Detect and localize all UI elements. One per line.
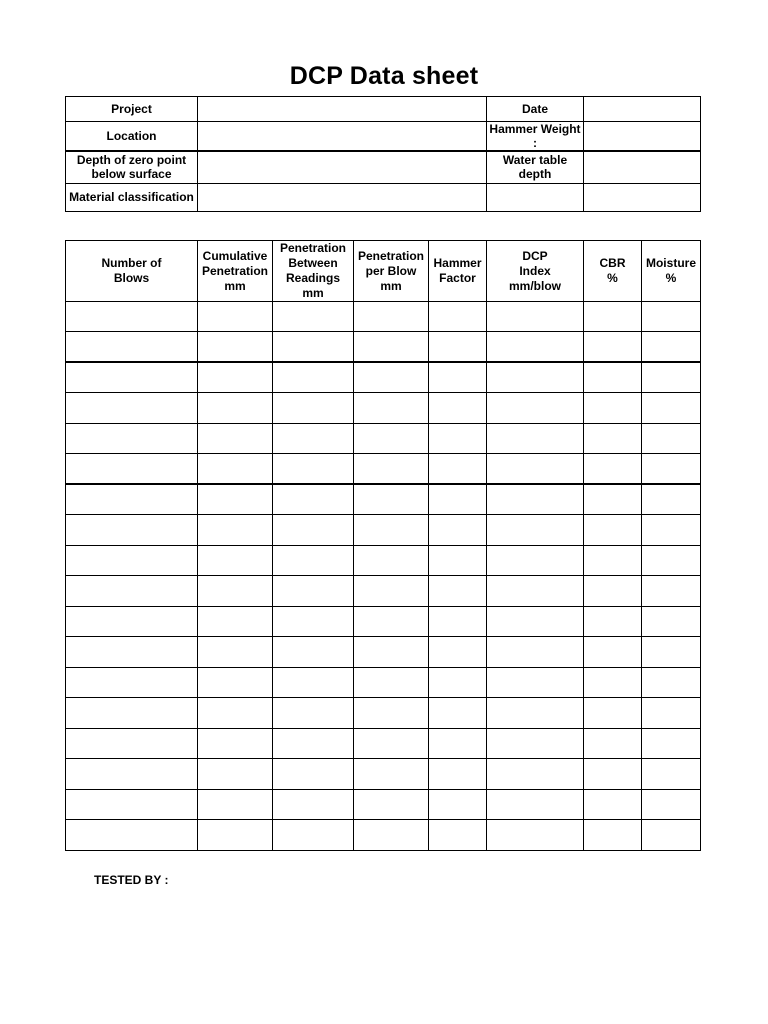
penetration-per-blow-cell[interactable] xyxy=(354,606,429,637)
penetration-between-cell[interactable] xyxy=(273,637,354,668)
tested-by-label: TESTED BY : xyxy=(94,873,169,887)
dcp-index-cell[interactable] xyxy=(487,728,584,759)
info-row-depth xyxy=(66,151,701,183)
penetration-per-blow-cell[interactable] xyxy=(354,728,429,759)
blows-cell[interactable] xyxy=(66,362,198,393)
moisture-cell[interactable] xyxy=(642,454,701,485)
blows-cell[interactable] xyxy=(66,454,198,485)
dcp-index-cell[interactable] xyxy=(487,820,584,851)
info-row-project xyxy=(66,97,701,122)
moisture-cell[interactable] xyxy=(642,545,701,576)
penetration-per-blow-cell[interactable] xyxy=(354,667,429,698)
date-field[interactable] xyxy=(584,97,701,122)
info-row-material xyxy=(66,183,701,211)
penetration-per-blow-cell[interactable] xyxy=(354,302,429,332)
header-cumulative-penetration: Cumulative Penetration mm xyxy=(198,241,273,302)
cbr-cell[interactable] xyxy=(584,637,642,668)
penetration-between-cell[interactable] xyxy=(273,820,354,851)
info-row-location xyxy=(66,122,701,152)
penetration-between-cell[interactable] xyxy=(273,423,354,454)
blows-cell[interactable] xyxy=(66,606,198,637)
header-hammer-factor: Hammer Factor xyxy=(429,241,487,302)
cbr-cell[interactable] xyxy=(584,759,642,790)
dcp-index-cell[interactable] xyxy=(487,789,584,820)
penetration-between-cell[interactable] xyxy=(273,667,354,698)
cumulative-penetration-cell[interactable] xyxy=(198,667,273,698)
penetration-between-cell[interactable] xyxy=(273,332,354,363)
table-row xyxy=(66,576,701,607)
blows-cell[interactable] xyxy=(66,576,198,607)
cumulative-penetration-cell[interactable] xyxy=(198,515,273,546)
blows-cell[interactable] xyxy=(66,484,198,515)
hammer-factor-cell[interactable] xyxy=(429,637,487,668)
depth-zero-point-field[interactable] xyxy=(198,151,487,183)
cumulative-penetration-cell[interactable] xyxy=(198,362,273,393)
penetration-per-blow-cell[interactable] xyxy=(354,393,429,424)
dcp-index-cell[interactable] xyxy=(487,302,584,332)
moisture-cell[interactable] xyxy=(642,637,701,668)
depth-zero-point-label: Depth of zero point below surface xyxy=(66,151,198,183)
hammer-factor-cell[interactable] xyxy=(429,545,487,576)
penetration-between-cell[interactable] xyxy=(273,576,354,607)
hammer-factor-cell[interactable] xyxy=(429,728,487,759)
cbr-cell[interactable] xyxy=(584,545,642,576)
hammer-factor-cell[interactable] xyxy=(429,759,487,790)
moisture-cell[interactable] xyxy=(642,789,701,820)
material-extra-field-2[interactable] xyxy=(584,183,701,211)
penetration-per-blow-cell[interactable] xyxy=(354,698,429,729)
cbr-cell[interactable] xyxy=(584,667,642,698)
table-row xyxy=(66,454,701,485)
header-penetration-between-readings: Penetration Between Readings mm xyxy=(273,241,354,302)
penetration-between-cell[interactable] xyxy=(273,759,354,790)
dcp-index-cell[interactable] xyxy=(487,423,584,454)
table-row xyxy=(66,362,701,393)
moisture-cell[interactable] xyxy=(642,515,701,546)
table-row xyxy=(66,515,701,546)
dcp-readings-table xyxy=(65,240,701,851)
cumulative-penetration-cell[interactable] xyxy=(198,423,273,454)
header-dcp-index: DCP Index mm/blow xyxy=(487,241,584,302)
page-title: DCP Data sheet xyxy=(289,62,479,90)
project-field[interactable] xyxy=(198,97,487,122)
penetration-between-cell[interactable] xyxy=(273,606,354,637)
cumulative-penetration-cell[interactable] xyxy=(198,332,273,363)
penetration-between-cell[interactable] xyxy=(273,393,354,424)
cumulative-penetration-cell[interactable] xyxy=(198,759,273,790)
table-row xyxy=(66,759,701,790)
water-table-label: Water table depth xyxy=(487,151,584,183)
penetration-per-blow-cell[interactable] xyxy=(354,789,429,820)
penetration-between-cell[interactable] xyxy=(273,698,354,729)
header-number-of-blows: Number of Blows xyxy=(66,241,198,302)
hammer-factor-cell[interactable] xyxy=(429,789,487,820)
penetration-per-blow-cell[interactable] xyxy=(354,576,429,607)
penetration-per-blow-cell[interactable] xyxy=(354,545,429,576)
hammer-factor-cell[interactable] xyxy=(429,454,487,485)
table-row xyxy=(66,484,701,515)
hammer-factor-cell[interactable] xyxy=(429,362,487,393)
hammer-factor-cell[interactable] xyxy=(429,667,487,698)
material-extra-field-1[interactable] xyxy=(487,183,584,211)
hammer-factor-cell[interactable] xyxy=(429,484,487,515)
cumulative-penetration-cell[interactable] xyxy=(198,545,273,576)
header-cbr: CBR % xyxy=(584,241,642,302)
table-row xyxy=(66,820,701,851)
header-row xyxy=(66,241,701,302)
blows-cell[interactable] xyxy=(66,515,198,546)
hammer-weight-label: Hammer Weight : xyxy=(487,122,584,152)
cumulative-penetration-cell[interactable] xyxy=(198,606,273,637)
penetration-between-cell[interactable] xyxy=(273,362,354,393)
blows-cell[interactable] xyxy=(66,393,198,424)
table-row xyxy=(66,667,701,698)
cumulative-penetration-cell[interactable] xyxy=(198,484,273,515)
hammer-factor-cell[interactable] xyxy=(429,515,487,546)
hammer-factor-cell[interactable] xyxy=(429,576,487,607)
moisture-cell[interactable] xyxy=(642,332,701,363)
cumulative-penetration-cell[interactable] xyxy=(198,637,273,668)
moisture-cell[interactable] xyxy=(642,302,701,332)
penetration-between-cell[interactable] xyxy=(273,302,354,332)
blows-cell[interactable] xyxy=(66,637,198,668)
dcp-index-cell[interactable] xyxy=(487,454,584,485)
table-row xyxy=(66,423,701,454)
dcp-index-cell[interactable] xyxy=(487,545,584,576)
hammer-factor-cell[interactable] xyxy=(429,393,487,424)
table-row xyxy=(66,545,701,576)
cumulative-penetration-cell[interactable] xyxy=(198,698,273,729)
hammer-factor-cell[interactable] xyxy=(429,606,487,637)
dcp-index-cell[interactable] xyxy=(487,667,584,698)
hammer-factor-cell[interactable] xyxy=(429,423,487,454)
penetration-per-blow-cell[interactable] xyxy=(354,484,429,515)
moisture-cell[interactable] xyxy=(642,820,701,851)
cumulative-penetration-cell[interactable] xyxy=(198,576,273,607)
table-row xyxy=(66,637,701,668)
dcp-index-cell[interactable] xyxy=(487,759,584,790)
cbr-cell[interactable] xyxy=(584,576,642,607)
cbr-cell[interactable] xyxy=(584,393,642,424)
moisture-cell[interactable] xyxy=(642,759,701,790)
penetration-between-cell[interactable] xyxy=(273,545,354,576)
penetration-per-blow-cell[interactable] xyxy=(354,362,429,393)
cbr-cell[interactable] xyxy=(584,302,642,332)
cumulative-penetration-cell[interactable] xyxy=(198,728,273,759)
cumulative-penetration-cell[interactable] xyxy=(198,789,273,820)
hammer-factor-cell[interactable] xyxy=(429,332,487,363)
location-field[interactable] xyxy=(198,122,487,152)
cbr-cell[interactable] xyxy=(584,484,642,515)
date-label: Date xyxy=(487,97,584,122)
project-label: Project xyxy=(66,97,198,122)
penetration-between-cell[interactable] xyxy=(273,728,354,759)
penetration-between-cell[interactable] xyxy=(273,484,354,515)
cbr-cell[interactable] xyxy=(584,423,642,454)
dcp-index-cell[interactable] xyxy=(487,332,584,363)
blows-cell[interactable] xyxy=(66,728,198,759)
cumulative-penetration-cell[interactable] xyxy=(198,393,273,424)
moisture-cell[interactable] xyxy=(642,362,701,393)
table-row xyxy=(66,393,701,424)
blows-cell[interactable] xyxy=(66,698,198,729)
blows-cell[interactable] xyxy=(66,545,198,576)
penetration-per-blow-cell[interactable] xyxy=(354,515,429,546)
blows-cell[interactable] xyxy=(66,759,198,790)
table-row xyxy=(66,698,701,729)
table-row xyxy=(66,789,701,820)
hammer-weight-field[interactable] xyxy=(584,122,701,152)
water-table-field[interactable] xyxy=(584,151,701,183)
dcp-index-cell[interactable] xyxy=(487,606,584,637)
blows-cell[interactable] xyxy=(66,332,198,363)
header-penetration-per-blow: Penetration per Blow mm xyxy=(354,241,429,302)
penetration-per-blow-cell[interactable] xyxy=(354,637,429,668)
penetration-per-blow-cell[interactable] xyxy=(354,423,429,454)
project-info-table xyxy=(65,96,701,212)
moisture-cell[interactable] xyxy=(642,606,701,637)
cumulative-penetration-cell[interactable] xyxy=(198,454,273,485)
hammer-factor-cell[interactable] xyxy=(429,698,487,729)
moisture-cell[interactable] xyxy=(642,576,701,607)
moisture-cell[interactable] xyxy=(642,393,701,424)
blows-cell[interactable] xyxy=(66,789,198,820)
moisture-cell[interactable] xyxy=(642,667,701,698)
penetration-per-blow-cell[interactable] xyxy=(354,454,429,485)
cbr-cell[interactable] xyxy=(584,515,642,546)
cbr-cell[interactable] xyxy=(584,332,642,363)
table-row xyxy=(66,606,701,637)
cumulative-penetration-cell[interactable] xyxy=(198,302,273,332)
penetration-per-blow-cell[interactable] xyxy=(354,820,429,851)
moisture-cell[interactable] xyxy=(642,698,701,729)
blows-cell[interactable] xyxy=(66,667,198,698)
penetration-between-cell[interactable] xyxy=(273,789,354,820)
penetration-per-blow-cell[interactable] xyxy=(354,759,429,790)
material-classification-label: Material classification xyxy=(66,183,198,211)
readings-body xyxy=(66,302,701,851)
cumulative-penetration-cell[interactable] xyxy=(198,820,273,851)
moisture-cell[interactable] xyxy=(642,423,701,454)
cbr-cell[interactable] xyxy=(584,789,642,820)
penetration-between-cell[interactable] xyxy=(273,454,354,485)
blows-cell[interactable] xyxy=(66,423,198,454)
cbr-cell[interactable] xyxy=(584,606,642,637)
dcp-index-cell[interactable] xyxy=(487,576,584,607)
dcp-index-cell[interactable] xyxy=(487,484,584,515)
penetration-between-cell[interactable] xyxy=(273,515,354,546)
table-row xyxy=(66,332,701,363)
hammer-factor-cell[interactable] xyxy=(429,302,487,332)
blows-cell[interactable] xyxy=(66,820,198,851)
table-row xyxy=(66,302,701,332)
cbr-cell[interactable] xyxy=(584,454,642,485)
hammer-factor-cell[interactable] xyxy=(429,820,487,851)
cbr-cell[interactable] xyxy=(584,728,642,759)
dcp-index-cell[interactable] xyxy=(487,698,584,729)
material-classification-field[interactable] xyxy=(198,183,487,211)
dcp-index-cell[interactable] xyxy=(487,637,584,668)
dcp-index-cell[interactable] xyxy=(487,362,584,393)
moisture-cell[interactable] xyxy=(642,484,701,515)
penetration-per-blow-cell[interactable] xyxy=(354,332,429,363)
table-row xyxy=(66,728,701,759)
moisture-cell[interactable] xyxy=(642,728,701,759)
dcp-index-cell[interactable] xyxy=(487,515,584,546)
header-moisture: Moisture % xyxy=(642,241,701,302)
cbr-cell[interactable] xyxy=(584,362,642,393)
cbr-cell[interactable] xyxy=(584,698,642,729)
blows-cell[interactable] xyxy=(66,302,198,332)
dcp-index-cell[interactable] xyxy=(487,393,584,424)
cbr-cell[interactable] xyxy=(584,820,642,851)
location-label: Location xyxy=(66,122,198,152)
